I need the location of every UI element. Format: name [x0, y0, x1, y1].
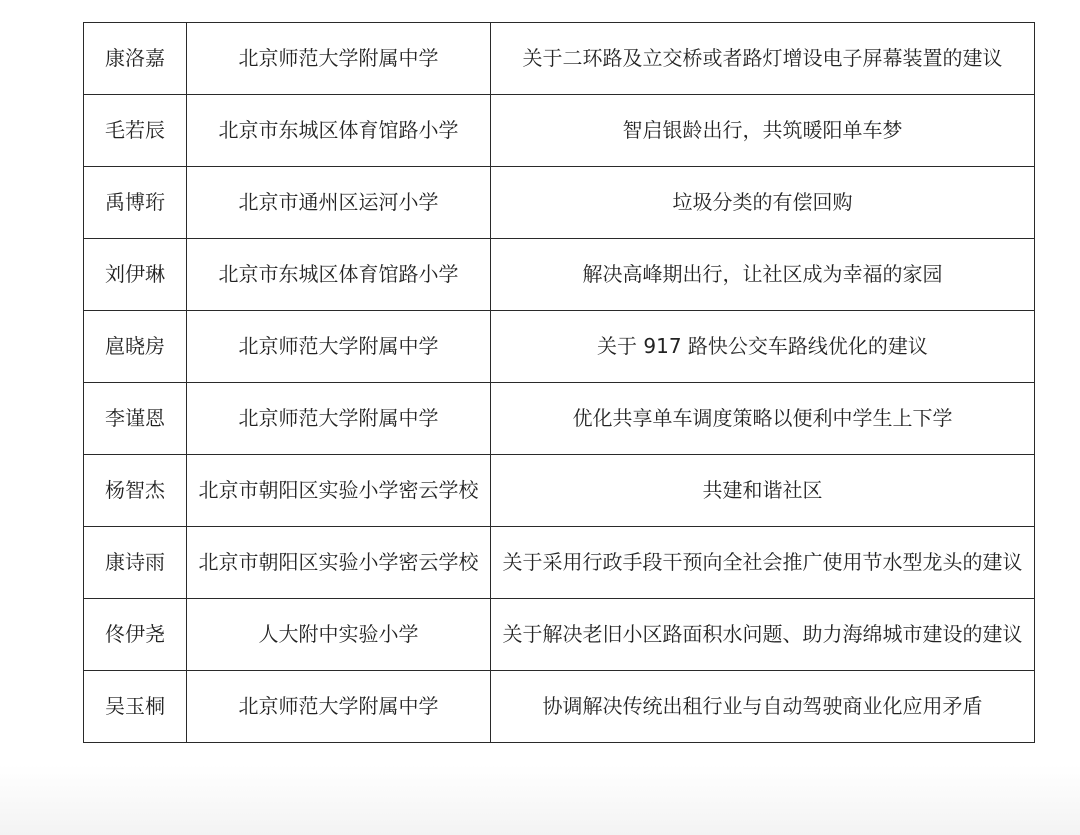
student-name-cell: 康诗雨 — [84, 527, 187, 599]
school-cell: 北京市朝阳区实验小学密云学校 — [187, 527, 491, 599]
school-cell: 北京市东城区体育馆路小学 — [187, 239, 491, 311]
proposal-topic-cell: 关于二环路及立交桥或者路灯增设电子屏幕装置的建议 — [491, 23, 1035, 95]
proposal-topic-cell: 优化共享单车调度策略以便利中学生上下学 — [491, 383, 1035, 455]
school-cell: 北京师范大学附属中学 — [187, 671, 491, 743]
table-row — [84, 599, 1035, 671]
student-name-cell: 扈晓房 — [84, 311, 187, 383]
school-cell: 北京师范大学附属中学 — [187, 23, 491, 95]
school-cell: 人大附中实验小学 — [187, 599, 491, 671]
table-row — [84, 527, 1035, 599]
student-name-cell: 禹博珩 — [84, 167, 187, 239]
table-row — [84, 167, 1035, 239]
student-name-cell: 佟伊尧 — [84, 599, 187, 671]
school-cell: 北京市通州区运河小学 — [187, 167, 491, 239]
table-row — [84, 239, 1035, 311]
bottom-margin — [0, 765, 1080, 835]
student-name-cell: 康洛嘉 — [84, 23, 187, 95]
school-cell: 北京师范大学附属中学 — [187, 383, 491, 455]
student-name-cell: 毛若辰 — [84, 95, 187, 167]
table-row — [84, 383, 1035, 455]
student-name-cell: 李谨恩 — [84, 383, 187, 455]
table-row — [84, 455, 1035, 527]
proposal-topic-cell: 共建和谐社区 — [491, 455, 1035, 527]
proposal-topic-cell: 关于解决老旧小区路面积水问题、助力海绵城市建设的建议 — [491, 599, 1035, 671]
student-name-cell: 杨智杰 — [84, 455, 187, 527]
proposal-topic-cell: 垃圾分类的有偿回购 — [491, 167, 1035, 239]
proposal-topic-cell: 关于 917 路快公交车路线优化的建议 — [491, 311, 1035, 383]
student-name-cell: 刘伊琳 — [84, 239, 187, 311]
participant-table — [83, 22, 1035, 743]
student-name-cell: 吴玉桐 — [84, 671, 187, 743]
proposal-topic-cell: 智启银龄出行，共筑暖阳单车梦 — [491, 95, 1035, 167]
school-cell: 北京市朝阳区实验小学密云学校 — [187, 455, 491, 527]
table-row — [84, 671, 1035, 743]
proposal-topic-cell: 协调解决传统出租行业与自动驾驶商业化应用矛盾 — [491, 671, 1035, 743]
table-row — [84, 95, 1035, 167]
table-row — [84, 311, 1035, 383]
school-cell: 北京市东城区体育馆路小学 — [187, 95, 491, 167]
proposal-topic-cell: 关于采用行政手段干预向全社会推广使用节水型龙头的建议 — [491, 527, 1035, 599]
table-row — [84, 23, 1035, 95]
proposal-topic-cell: 解决高峰期出行，让社区成为幸福的家园 — [491, 239, 1035, 311]
school-cell: 北京师范大学附属中学 — [187, 311, 491, 383]
